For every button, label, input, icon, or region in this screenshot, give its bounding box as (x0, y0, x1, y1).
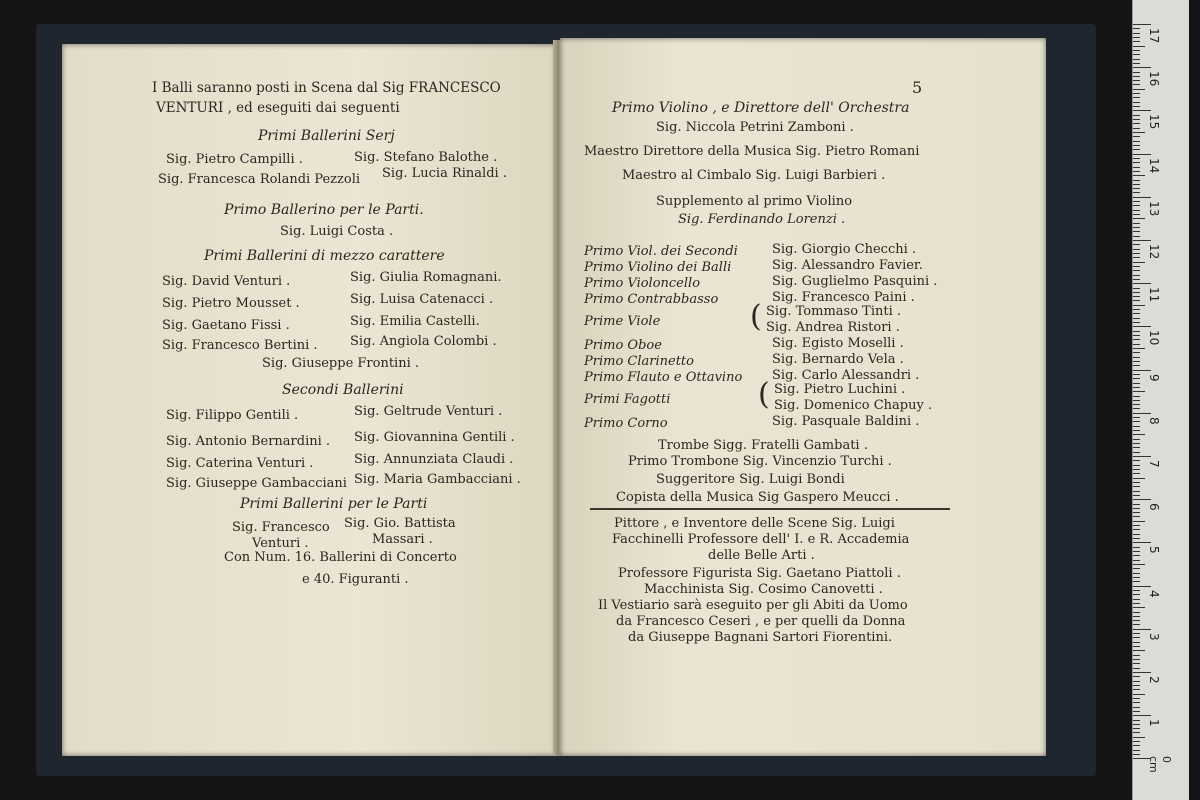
orchestra-role-2: Primo Violino dei Balli (584, 260, 732, 275)
mezzo-row-3-right: Sig. Emilia Castelli. (350, 314, 480, 329)
ruler-number: 2 (1147, 676, 1161, 684)
serj-row-1-right: Sig. Stefano Balothe . (354, 150, 498, 165)
ruler-tick (1133, 612, 1140, 613)
heading-primi-parti: Primi Ballerini per le Parti (240, 496, 428, 512)
ruler-tick (1133, 616, 1140, 617)
secondi-row-1-right: Sig. Geltrude Venturi . (354, 404, 503, 419)
ruler-tick (1133, 447, 1140, 448)
ruler-tick (1133, 231, 1140, 232)
ruler-tick (1133, 491, 1140, 492)
ruler-tick (1133, 391, 1145, 392)
ruler-tick (1133, 720, 1140, 721)
ruler-tick (1133, 154, 1151, 155)
ruler-tick (1133, 344, 1140, 345)
ruler-tick (1133, 663, 1140, 664)
ruler-tick (1133, 698, 1140, 699)
ruler-tick (1133, 357, 1140, 358)
ruler-tick (1133, 741, 1140, 742)
ruler-tick (1133, 555, 1140, 556)
orchestra-name-1: Sig. Giorgio Checchi . (772, 242, 917, 257)
scene-line-1: Pittore , e Inventore delle Scene Sig. Luigi (614, 516, 895, 531)
ruler-tick (1133, 227, 1140, 228)
ruler-tick (1133, 525, 1140, 526)
ruler-tick (1133, 620, 1140, 621)
ruler-tick (1133, 218, 1145, 219)
ruler-tick (1133, 538, 1140, 539)
primi-parti-row-2-right: Massari . (372, 532, 433, 547)
ruler-tick (1133, 214, 1140, 215)
ruler-tick (1133, 460, 1140, 461)
ruler-tick (1133, 473, 1140, 474)
ruler-tick (1133, 499, 1151, 500)
copista-line: Copista della Musica Sig Gaspero Meucci . (616, 490, 899, 505)
viole-role: Prime Viole (584, 314, 661, 329)
ruler-tick (1133, 370, 1151, 371)
ruler-number: 12 (1147, 244, 1161, 260)
ruler-tick (1133, 335, 1140, 336)
measuring-ruler (1132, 0, 1189, 800)
ruler-tick (1133, 89, 1145, 90)
maestro-direttore: Maestro Direttore della Musica Sig. Pietro Romani (584, 144, 920, 159)
corno-name: Sig. Pasquale Baldini . (772, 414, 920, 429)
ruler-tick (1133, 244, 1140, 245)
ruler-tick (1133, 313, 1140, 314)
ruler-tick (1133, 430, 1140, 431)
ruler-number: 8 (1147, 416, 1161, 425)
mezzo-row-1-left: Sig. David Venturi . (162, 274, 291, 289)
fagotti-role: Primi Fagotti (584, 392, 671, 407)
ruler-tick (1133, 132, 1145, 133)
ruler-tick (1133, 33, 1140, 34)
ruler-tick (1133, 560, 1140, 561)
closing-line-1: Con Num. 16. Ballerini di Concerto (224, 550, 457, 565)
secondi-row-2-right: Sig. Giovannina Gentili . (354, 430, 515, 445)
ruler-tick (1133, 404, 1140, 405)
ruler-tick (1133, 629, 1151, 630)
ruler-tick (1133, 128, 1140, 129)
ruler-number: 6 (1147, 503, 1161, 511)
ruler-tick (1133, 750, 1140, 751)
ruler-tick (1133, 300, 1140, 301)
ruler-tick (1133, 633, 1140, 634)
ruler-tick (1133, 106, 1140, 107)
ruler-tick (1133, 348, 1145, 349)
ruler-tick (1133, 383, 1140, 384)
ruler-tick (1133, 279, 1140, 280)
ruler-number: 17 (1147, 28, 1161, 44)
ruler-tick (1133, 400, 1140, 401)
ruler-tick (1133, 495, 1140, 496)
ruler-tick (1133, 270, 1140, 271)
closing-line-2: e 40. Figuranti . (302, 572, 409, 587)
serj-row-2-left: Sig. Francesca Rolandi Pezzoli (158, 172, 361, 187)
page-number: 5 (912, 78, 923, 97)
ruler-tick (1133, 141, 1140, 142)
ruler-tick (1133, 149, 1140, 150)
ruler-tick (1133, 655, 1140, 656)
primi-parti-row-1-left: Sig. Francesco (232, 520, 330, 535)
ruler-tick (1133, 516, 1140, 517)
ruler-tick (1133, 434, 1145, 435)
ruler-tick (1133, 594, 1140, 595)
ruler-tick (1133, 283, 1151, 284)
ruler-tick (1133, 573, 1140, 574)
ruler-tick (1133, 236, 1140, 237)
ruler-tick (1133, 378, 1140, 379)
mezzo-row-4-left: Sig. Francesco Bertini . (162, 338, 318, 353)
orchestra-role-1: Primo Viol. dei Secondi (584, 244, 738, 259)
ruler-tick (1133, 646, 1140, 647)
ruler-number: 13 (1147, 200, 1161, 217)
ruler-tick (1133, 339, 1140, 340)
ruler-tick (1133, 93, 1140, 94)
macchinista-line: Macchinista Sig. Cosimo Canovetti . (644, 582, 883, 597)
ruler-tick (1133, 521, 1145, 522)
winds-name-1: Sig. Egisto Moselli . (772, 336, 904, 351)
fagotti-name-2: Sig. Domenico Chapuy . (774, 398, 933, 413)
ruler-tick (1133, 192, 1140, 193)
winds-role-2: Primo Clarinetto (584, 354, 694, 369)
primi-parti-row-2-left: Venturi . (252, 536, 309, 551)
ruler-tick (1133, 387, 1140, 388)
ruler-number: 14 (1147, 157, 1161, 173)
section-divider (590, 508, 950, 510)
orchestra-name-4: Sig. Francesco Paini . (772, 290, 915, 305)
ruler-tick (1133, 24, 1151, 25)
ruler-tick (1133, 331, 1140, 332)
ruler-tick (1133, 305, 1145, 306)
ruler-tick (1133, 542, 1151, 543)
corno-role: Primo Corno (584, 416, 668, 431)
scene-line-2: Facchinelli Professore dell' I. e R. Accademia (612, 532, 910, 547)
supplemento-title: Supplemento al primo Violino (656, 194, 853, 209)
ruler-tick (1133, 115, 1140, 116)
ruler-tick (1133, 374, 1140, 375)
heading-mezzo-carattere: Primi Ballerini di mezzo carattere (204, 248, 445, 264)
winds-name-2: Sig. Bernardo Vela . (772, 352, 904, 367)
ruler-tick (1133, 508, 1140, 509)
ruler-tick (1133, 292, 1140, 293)
ruler-tick (1133, 413, 1151, 414)
ruler-tick (1133, 650, 1145, 651)
winds-role-1: Primo Oboe (584, 338, 662, 353)
ruler-tick (1133, 50, 1140, 51)
ruler-tick (1133, 745, 1140, 746)
vestiario-line-3: da Giuseppe Bagnani Sartori Fiorentini. (628, 630, 893, 645)
ruler-tick (1133, 188, 1140, 189)
viole-name-2: Sig. Andrea Ristori . (766, 320, 900, 335)
ruler-tick (1133, 624, 1140, 625)
ruler-number: 10 (1147, 330, 1161, 346)
ruler-tick (1133, 512, 1140, 513)
ruler-tick (1133, 322, 1140, 323)
ruler-tick (1133, 167, 1140, 168)
ruler-tick (1133, 732, 1140, 733)
heading-primi-serj: Primi Ballerini Serj (258, 128, 395, 144)
ruler-tick (1133, 551, 1140, 552)
ruler-tick (1133, 210, 1140, 211)
ruler-number: 1 (1147, 719, 1161, 727)
ruler-tick (1133, 123, 1140, 124)
ruler-tick (1133, 352, 1140, 353)
ruler-tick (1133, 568, 1140, 569)
ruler-tick (1133, 478, 1145, 479)
ruler-number: 3 (1147, 632, 1161, 641)
ruler-tick (1133, 223, 1140, 224)
ruler-tick (1133, 681, 1140, 682)
ruler-tick (1133, 685, 1140, 686)
ruler-tick (1133, 737, 1145, 738)
ruler-number: 7 (1147, 460, 1161, 468)
ruler-tick (1133, 318, 1140, 319)
primi-parti-row-1-right: Sig. Gio. Battista (344, 516, 456, 531)
ruler-tick (1133, 37, 1140, 38)
ruler-tick (1133, 365, 1140, 366)
ruler-tick (1133, 326, 1151, 327)
ruler-number: 9 (1147, 373, 1161, 382)
ruler-tick (1133, 28, 1140, 29)
ruler-tick (1133, 534, 1140, 535)
mezzo-row-1-right: Sig. Giulia Romagnani. (350, 270, 502, 285)
intro-line-2: VENTURI , ed eseguiti dai seguenti (156, 100, 400, 116)
suggeritore-line: Suggeritore Sig. Luigi Bondi (656, 472, 845, 487)
trombe-line: Trombe Sigg. Fratelli Gambati . (658, 438, 868, 453)
secondi-row-1-left: Sig. Filippo Gentili . (166, 408, 299, 423)
figurista-line: Professore Figurista Sig. Gaetano Piattoli . (618, 566, 901, 581)
ruler-tick (1133, 249, 1140, 250)
ruler-tick (1133, 426, 1140, 427)
ruler-number: 15 (1147, 114, 1161, 130)
ruler-tick (1133, 676, 1140, 677)
mezzo-single: Sig. Giuseppe Frontini . (262, 356, 420, 371)
ruler-tick (1133, 421, 1140, 422)
ruler-tick (1133, 46, 1145, 47)
ruler-tick (1133, 668, 1140, 669)
ruler-tick (1133, 180, 1140, 181)
ruler-tick (1133, 266, 1140, 267)
intro-line-1: I Balli saranno posti in Scena dal Sig FRANCESCO (152, 80, 501, 96)
mezzo-row-2-left: Sig. Pietro Mousset . (162, 296, 300, 311)
ruler-tick (1133, 728, 1140, 729)
ruler-tick (1133, 711, 1140, 712)
orchestra-role-4: Primo Contrabbasso (584, 292, 719, 307)
ruler-tick (1133, 63, 1140, 64)
ruler-tick (1133, 465, 1140, 466)
secondi-row-2-left: Sig. Antonio Bernardini . (166, 434, 331, 449)
secondi-row-3-left: Sig. Caterina Venturi . (166, 456, 314, 471)
maestro-cimbalo: Maestro al Cimbalo Sig. Luigi Barbieri . (622, 168, 886, 183)
ruler-tick (1133, 136, 1140, 137)
ruler-tick (1133, 486, 1140, 487)
ruler-tick (1133, 590, 1140, 591)
ruler-tick (1133, 162, 1140, 163)
ruler-tick (1133, 577, 1140, 578)
fagotti-brace: ( (758, 377, 770, 412)
ruler-tick (1133, 439, 1140, 440)
ruler-tick (1133, 396, 1140, 397)
ruler-tick (1133, 145, 1140, 146)
ruler-tick (1133, 672, 1151, 673)
ruler-tick (1133, 361, 1140, 362)
ruler-tick (1133, 175, 1145, 176)
ruler-tick (1133, 309, 1140, 310)
ruler-tick (1133, 637, 1140, 638)
primo-parti-name: Sig. Luigi Costa . (280, 224, 394, 239)
ruler-tick (1133, 76, 1140, 77)
ruler-tick (1133, 102, 1140, 103)
ruler-tick (1133, 72, 1140, 73)
ruler-tick (1133, 607, 1145, 608)
ruler-tick (1133, 452, 1140, 453)
ruler-tick (1133, 84, 1140, 85)
serj-row-1-left: Sig. Pietro Campilli . (166, 152, 303, 167)
ruler-tick (1133, 67, 1151, 68)
ruler-tick (1133, 504, 1140, 505)
ruler-tick (1133, 443, 1140, 444)
ruler-tick (1133, 694, 1145, 695)
ruler-tick (1133, 97, 1140, 98)
ruler-number: 11 (1147, 287, 1161, 303)
ruler-tick (1133, 201, 1140, 202)
ruler-tick (1133, 158, 1140, 159)
ruler-tick (1133, 59, 1140, 60)
viole-name-1: Sig. Tommaso Tinti . (766, 304, 902, 319)
ruler-tick (1133, 754, 1140, 755)
ruler-tick (1133, 253, 1140, 254)
ruler-tick (1133, 482, 1140, 483)
mezzo-row-3-left: Sig. Gaetano Fissi . (162, 318, 290, 333)
orchestra-director-title: Primo Violino , e Direttore dell' Orchestra (612, 100, 910, 116)
orchestra-name-2: Sig. Alessandro Favier. (772, 258, 923, 273)
ruler-tick (1133, 564, 1145, 565)
mezzo-row-4-right: Sig. Angiola Colombi . (350, 334, 497, 349)
right-page (560, 38, 1046, 756)
ruler-number: 4 (1147, 589, 1161, 598)
ruler-tick (1133, 171, 1140, 172)
trombone-line: Primo Trombone Sig. Vincenzio Turchi . (628, 454, 892, 469)
ruler-tick (1133, 715, 1151, 716)
secondi-row-4-left: Sig. Giuseppe Gambacciani (166, 476, 347, 491)
ruler-tick (1133, 417, 1140, 418)
ruler-tick (1133, 119, 1140, 120)
orchestra-director-name: Sig. Niccola Petrini Zamboni . (656, 120, 854, 135)
mezzo-row-2-right: Sig. Luisa Catenacci . (350, 292, 494, 307)
ruler-tick (1133, 80, 1140, 81)
winds-role-3: Primo Flauto e Ottavino (584, 370, 743, 385)
viole-brace: ( (750, 299, 762, 334)
ruler-tick (1133, 110, 1151, 111)
ruler-tick (1133, 659, 1140, 660)
secondi-row-3-right: Sig. Annunziata Claudi . (354, 452, 514, 467)
ruler-tick (1133, 581, 1140, 582)
ruler-tick (1133, 54, 1140, 55)
ruler-tick (1133, 197, 1151, 198)
left-page (62, 44, 556, 756)
ruler-tick (1133, 184, 1140, 185)
ruler-tick (1133, 41, 1140, 42)
vestiario-line-1: Il Vestiario sarà eseguito per gli Abiti da Uomo (598, 598, 908, 613)
ruler-tick (1133, 707, 1140, 708)
ruler-tick (1133, 456, 1151, 457)
ruler-tick (1133, 296, 1140, 297)
ruler-number: 16 (1147, 71, 1161, 87)
ruler-tick (1133, 275, 1140, 276)
ruler-tick (1133, 603, 1140, 604)
ruler-tick (1133, 547, 1140, 548)
ruler-tick (1133, 262, 1145, 263)
ruler-tick (1133, 586, 1151, 587)
ruler-tick (1133, 599, 1140, 600)
fagotti-name-1: Sig. Pietro Luchini . (774, 382, 906, 397)
orchestra-role-3: Primo Violoncello (584, 276, 701, 291)
ruler-tick (1133, 469, 1140, 470)
ruler-tick (1133, 240, 1151, 241)
ruler-unit-label: 0 cm (1147, 756, 1173, 773)
ruler-tick (1133, 724, 1140, 725)
ruler-tick (1133, 702, 1140, 703)
ruler-tick (1133, 529, 1140, 530)
serj-row-2-right: Sig. Lucia Rinaldi . (382, 166, 507, 181)
ruler-tick (1133, 408, 1140, 409)
ruler-tick (1133, 689, 1140, 690)
winds-name-3: Sig. Carlo Alessandri . (772, 368, 920, 383)
scene-line-3: delle Belle Arti . (708, 548, 815, 563)
heading-secondi: Secondi Ballerini (282, 382, 404, 398)
ruler-tick (1133, 205, 1140, 206)
ruler-number: 5 (1147, 546, 1161, 555)
vestiario-line-2: da Francesco Ceseri , e per quelli da Donna (616, 614, 906, 629)
secondi-row-4-right: Sig. Maria Gambacciani . (354, 472, 521, 487)
supplemento-name: Sig. Ferdinando Lorenzi . (678, 212, 846, 227)
ruler-tick (1133, 642, 1140, 643)
orchestra-name-3: Sig. Guglielmo Pasquini . (772, 274, 938, 289)
ruler-tick (1133, 257, 1140, 258)
ruler-tick (1133, 288, 1140, 289)
heading-primo-parti: Primo Ballerino per le Parti. (224, 202, 424, 218)
